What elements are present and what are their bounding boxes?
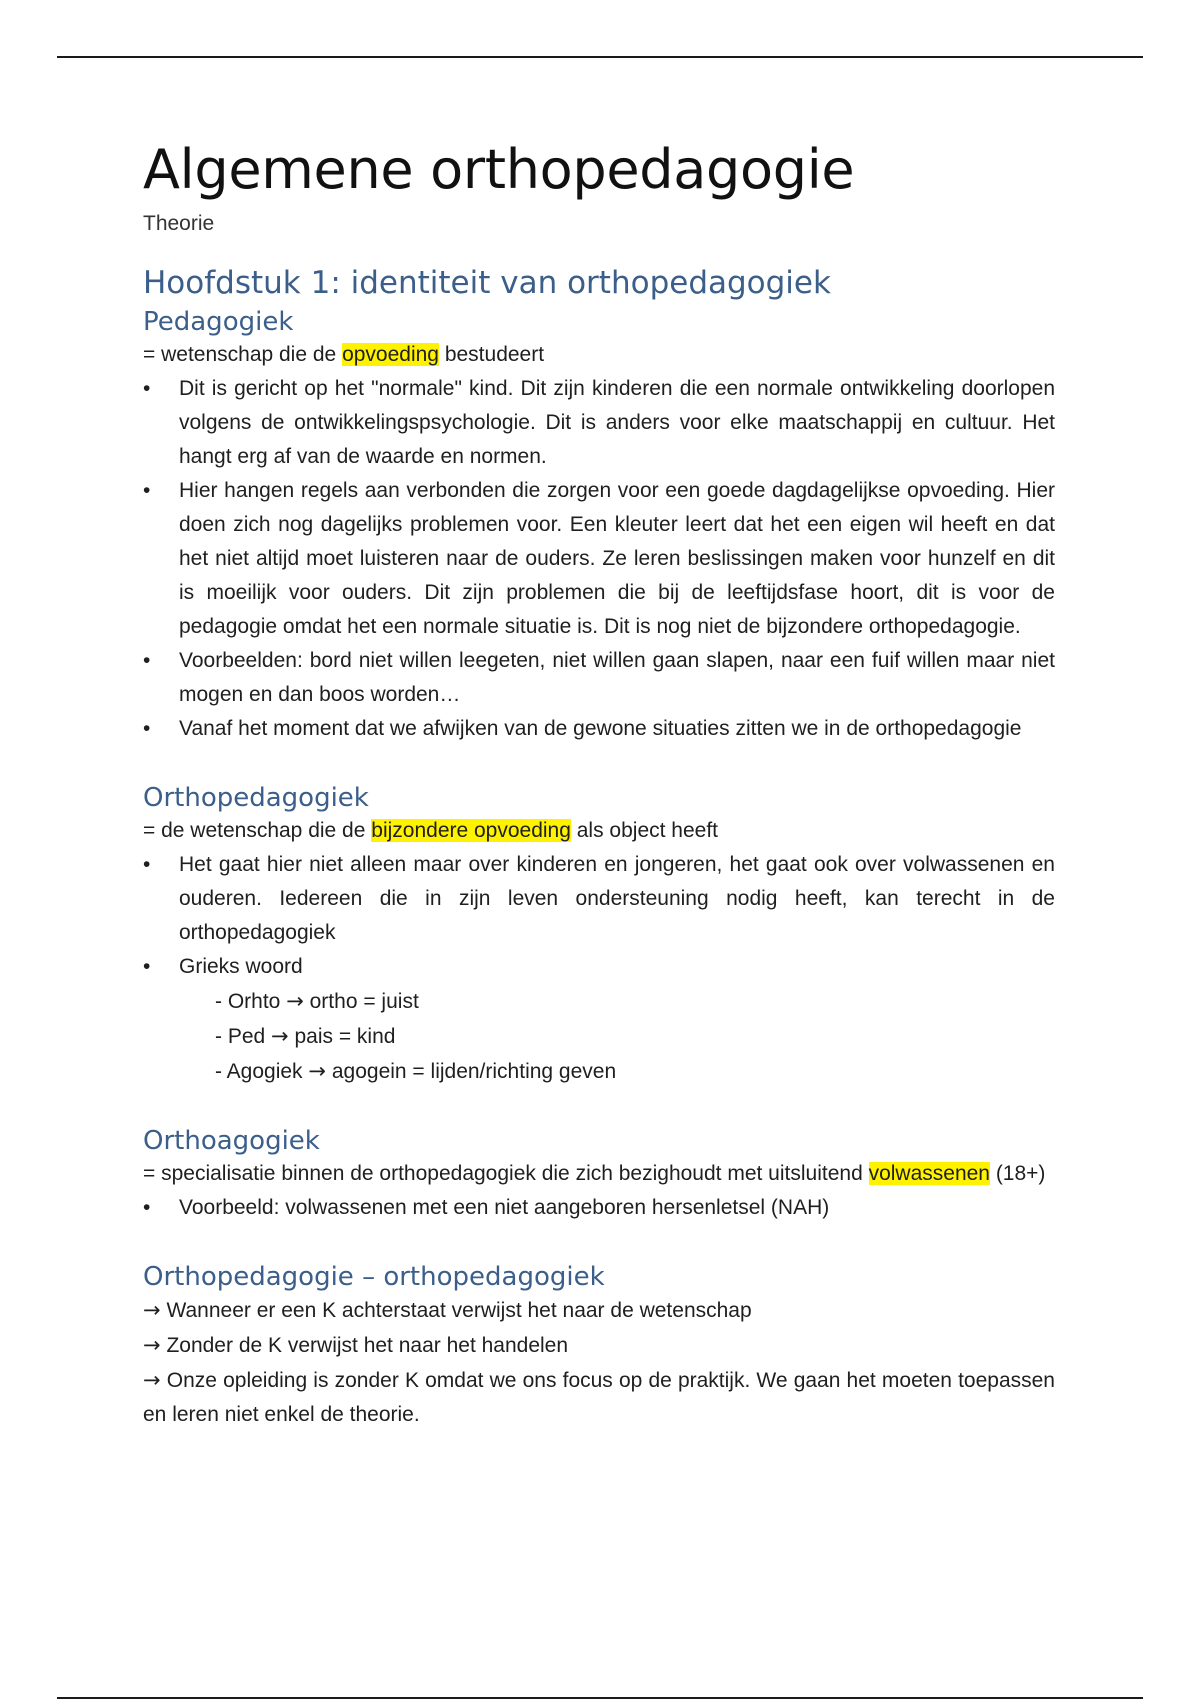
footer-rule — [57, 1697, 1143, 1699]
section-heading-pedagogiek: Pedagogiek — [143, 307, 294, 337]
greek-term: - Ped — [215, 1025, 272, 1048]
bullet-icon: • — [143, 377, 151, 400]
arrow-line — [143, 1328, 1055, 1363]
definition-text: bestudeert — [438, 343, 545, 366]
definition-text: = specialisatie binnen de orthopedagogiek die zich bezighoudt met uitsluitend — [143, 1162, 869, 1185]
bullet-icon: • — [143, 717, 151, 740]
definition-orthopedagogiek — [143, 814, 1055, 848]
section-heading-orthoagogiek: Orthoagogiek — [143, 1126, 320, 1156]
list-item-text: Het gaat hier niet alleen maar over kinderen en jongeren, het gaat ook over volwassenen en ouderen. Iedereen die in zijn leven ondersteuning nodig heeft, kan terecht in de orthopedagogiek — [179, 853, 1055, 944]
section-heading-verschil: Orthopedagogie – orthopedagogiek — [143, 1262, 605, 1292]
definition-text: als object heeft — [570, 819, 719, 842]
definition-text: = de wetenschap die de — [143, 819, 372, 842]
list-item-text: Grieks woord — [179, 955, 303, 978]
list-item-text: Hier hangen regels aan verbonden die zorgen voor een goede dagdagelijkse opvoeding. Hier doen zich nog dagelijks problemen voor. Een kleuter leert dat het een eigen wil heeft en dat het niet altijd moet luisteren naar de ouders. Ze leren beslissingen maken voor hunzelf en dit is moeilijk voor ouders. Dit zijn problemen die bij de leeftijdsfase hoort, dit is voor de pedagogie omdat het een normale situatie is. Dit is nog niet de bijzondere orthopedagogie. — [179, 479, 1055, 638]
list-item-text: Voorbeelden: bord niet willen leegeten, niet willen gaan slapen, naar een fuif willen maar niet mogen en dan boos worden… — [179, 649, 1055, 706]
list-item — [143, 712, 1055, 746]
definition-pedagogiek — [143, 338, 1055, 372]
document-page — [143, 140, 1055, 1432]
greek-word-item — [215, 1054, 1055, 1089]
chapter-heading: Hoofdstuk 1: identiteit van orthopedagogiek — [143, 265, 831, 301]
list-item-text: Voorbeeld: volwassenen met een niet aangeboren hersenletsel (NAH) — [179, 1196, 830, 1219]
section-heading-orthopedagogiek: Orthopedagogiek — [143, 783, 369, 813]
definition-text: (18+) — [989, 1162, 1046, 1185]
bullet-list-orthopedagogiek — [143, 848, 1055, 1089]
arrow-right-icon: → — [308, 1059, 327, 1083]
arrow-right-icon: → — [271, 1024, 289, 1048]
arrow-right-icon: → — [286, 989, 304, 1013]
list-item — [143, 1191, 1055, 1225]
highlight-volwassenen: volwassenen — [868, 1162, 990, 1185]
bullet-icon: • — [143, 1196, 151, 1219]
header-rule — [57, 56, 1143, 58]
bullet-icon: • — [143, 649, 151, 672]
bullet-icon: • — [143, 853, 151, 876]
greek-meaning: ortho = juist — [303, 990, 419, 1013]
list-item — [143, 644, 1055, 712]
list-item-text: Vanaf het moment dat we afwijken van de gewone situaties zitten we in de orthopedagogie — [179, 717, 1022, 740]
greek-word-item — [215, 984, 1055, 1019]
definition-text: = wetenschap die de — [143, 343, 343, 366]
highlight-bijzondere-opvoeding: bijzondere opvoeding — [371, 819, 571, 842]
document-subtitle: Theorie — [143, 212, 215, 235]
greek-meaning: agogein = lijden/richting geven — [326, 1060, 617, 1083]
arrow-line-text: Zonder de K verwijst het naar het handelen — [160, 1334, 569, 1357]
document-title: Algemene orthopedagogie — [143, 138, 855, 201]
greek-term: - Agogiek — [215, 1060, 309, 1083]
list-item — [143, 950, 1055, 1089]
list-item — [143, 372, 1055, 474]
bullet-list-orthoagogiek — [143, 1191, 1055, 1225]
list-item-text: Dit is gericht op het "normale" kind. Dit zijn kinderen die een normale ontwikkeling doorlopen volgens de ontwikkelingspsychologie. Dit is anders voor elke maatschappij en cultuur. Het hangt erg af van de waarde en normen. — [179, 377, 1055, 468]
arrow-line-text: Onze opleiding is zonder K omdat we ons focus op de praktijk. We gaan het moeten toepassen en leren niet enkel de theorie. — [143, 1369, 1055, 1426]
bullet-list-pedagogiek — [143, 372, 1055, 746]
arrow-line-text: Wanneer er een K achterstaat verwijst het naar de wetenschap — [160, 1299, 752, 1322]
arrow-right-icon: → — [143, 1333, 161, 1357]
bullet-icon: • — [143, 479, 151, 502]
greek-word-item — [215, 1019, 1055, 1054]
greek-meaning: pais = kind — [288, 1025, 396, 1048]
arrow-line — [143, 1363, 1055, 1432]
greek-word-list — [179, 984, 1055, 1089]
list-item — [143, 474, 1055, 644]
highlight-opvoeding: opvoeding — [342, 343, 439, 366]
arrow-line — [143, 1293, 1055, 1328]
definition-orthoagogiek — [143, 1157, 1055, 1191]
arrow-right-icon: → — [143, 1298, 161, 1322]
arrow-right-icon: → — [143, 1368, 161, 1392]
list-item — [143, 848, 1055, 950]
greek-term: - Orhto — [215, 990, 287, 1013]
bullet-icon: • — [143, 955, 151, 978]
